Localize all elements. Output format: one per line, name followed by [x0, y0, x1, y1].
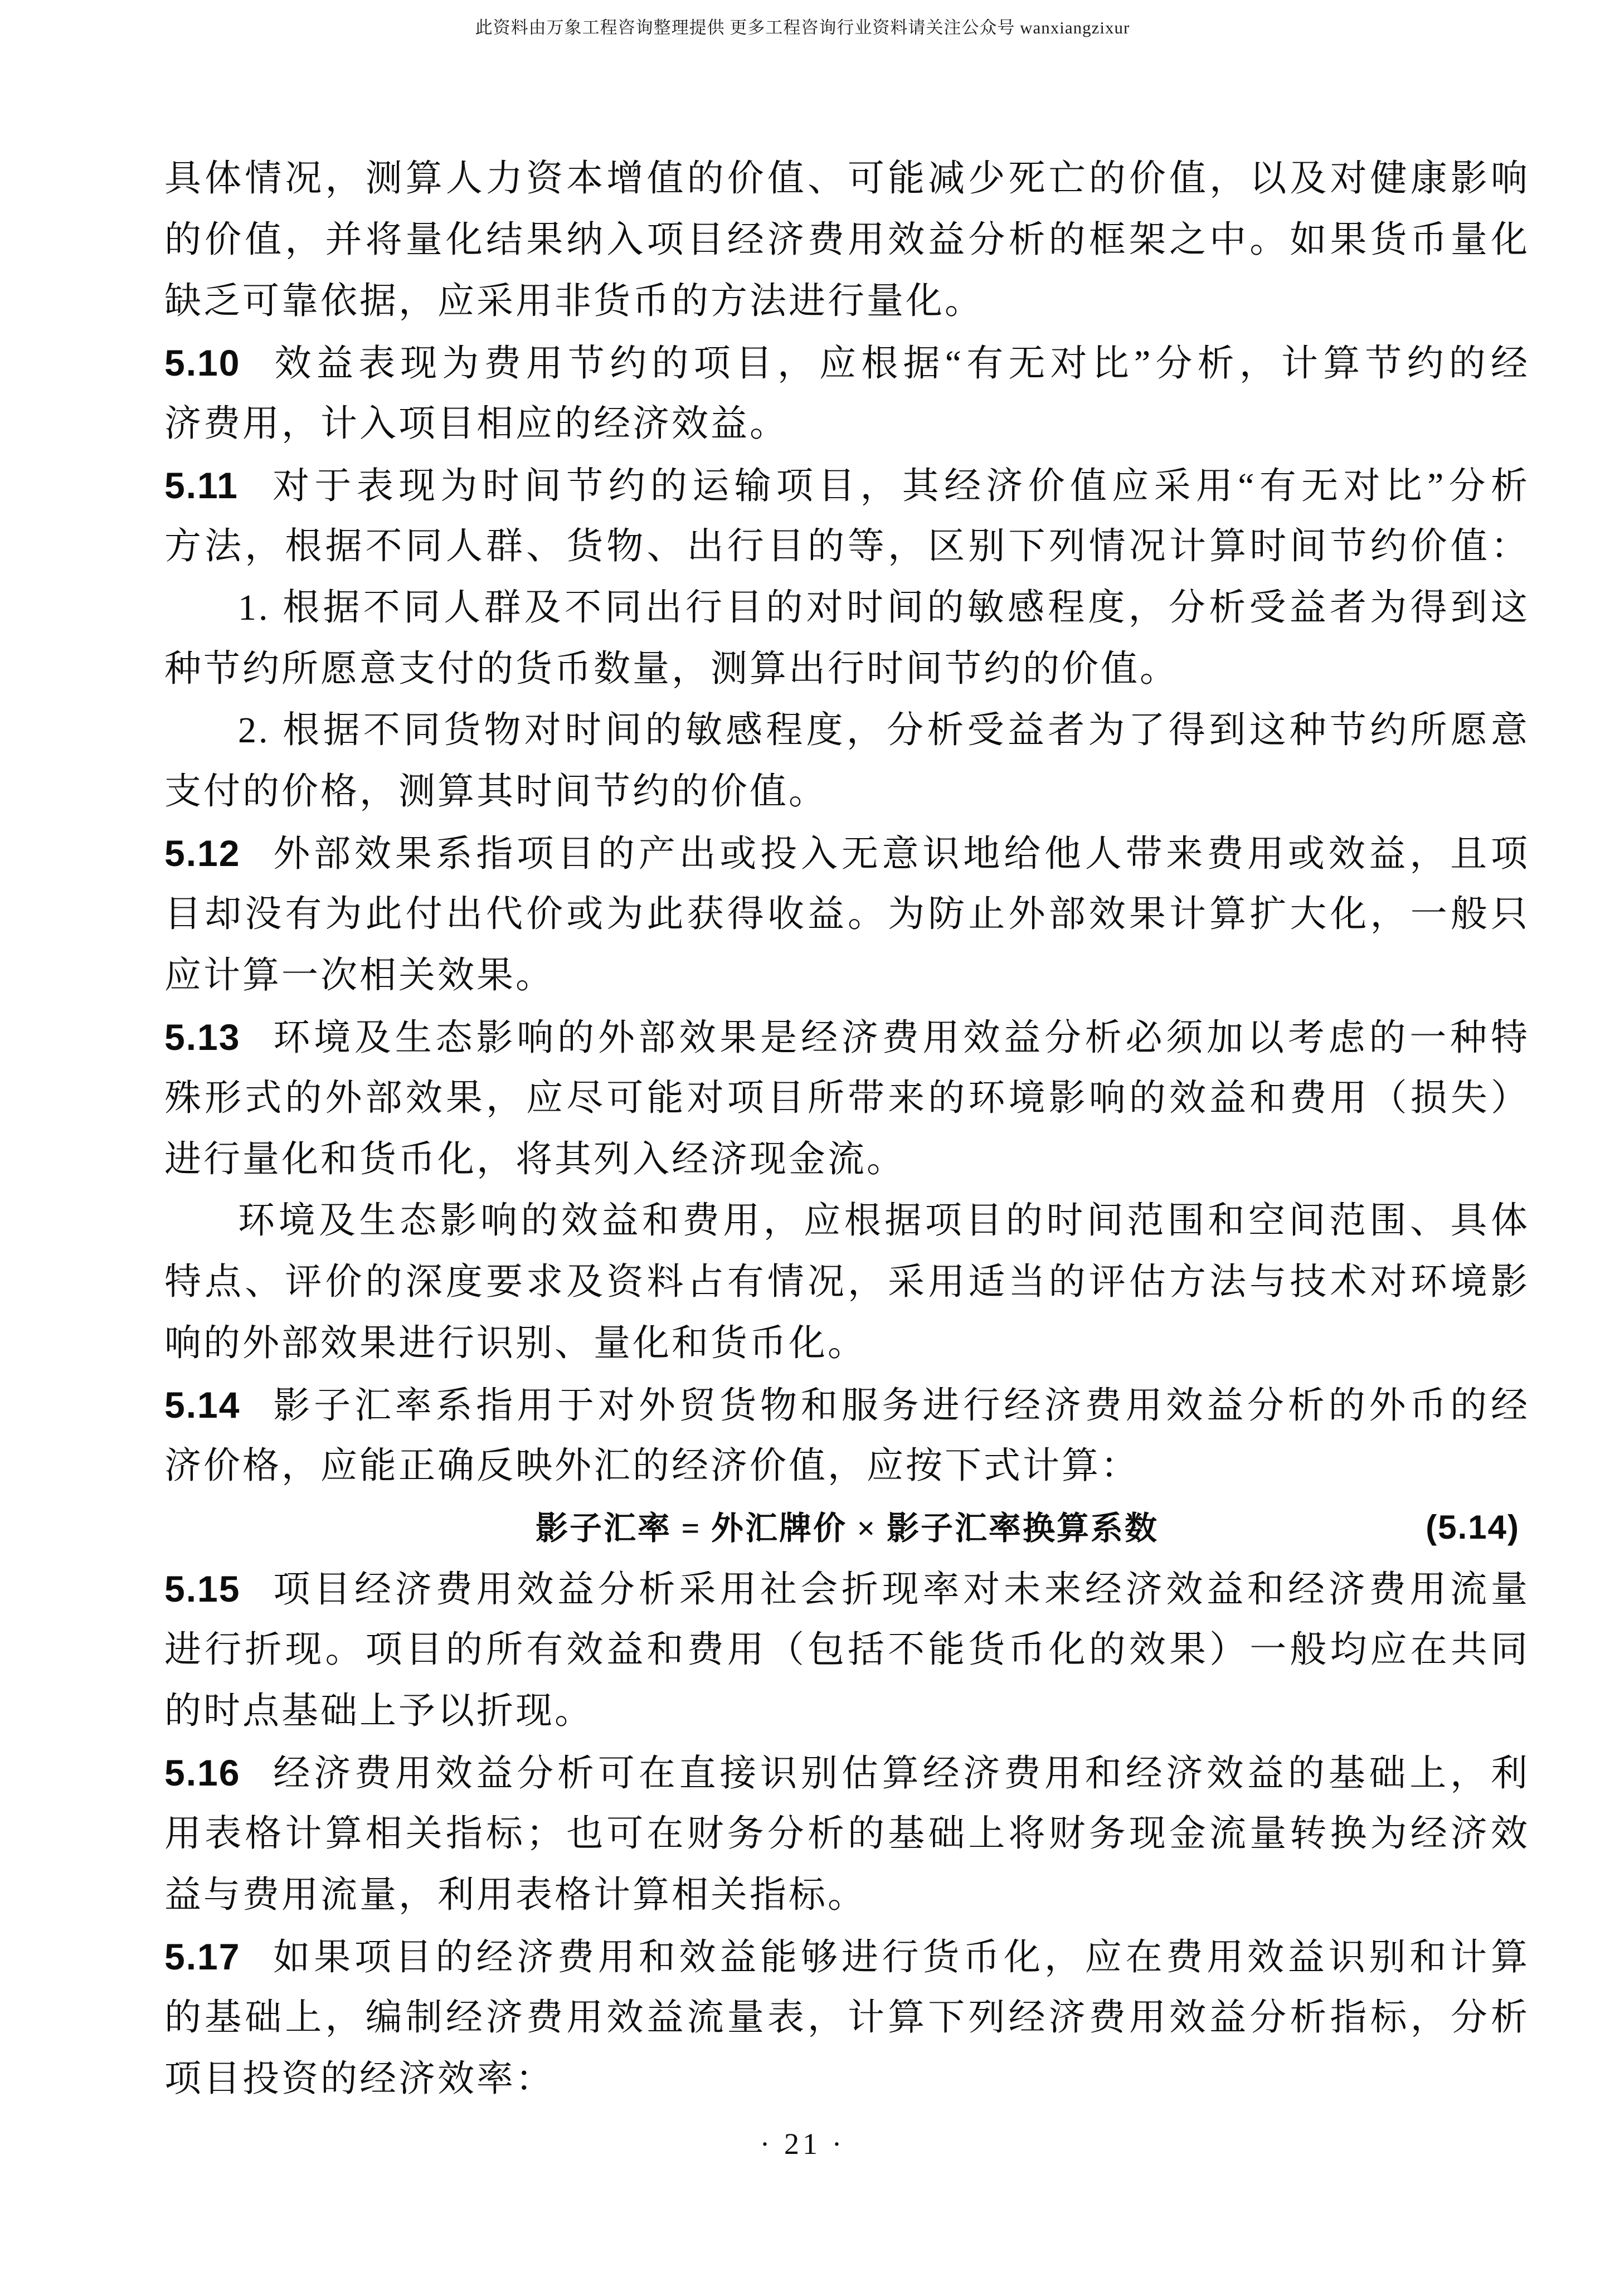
text-line: 响的外部效果进行识别、量化和货币化。: [164, 1323, 867, 1364]
clause-line: 5.17 如果项目的经济费用和效益能够进行货币化，应在费用效益识别和计算: [164, 1936, 1530, 1978]
document-body: [164, 148, 1530, 2110]
page-number: · 21 ·: [760, 2127, 845, 2161]
clause-line: 5.11 对于表现为时间节约的运输项目，其经济价值应采用“有无对比”分析: [164, 465, 1530, 507]
header-watermark: 此资料由万象工程咨询整理提供 更多工程咨询行业资料请关注公众号 wanxiangzixur: [475, 18, 1130, 37]
text-line: 进行折现。项目的所有效益和费用（包括不能货币化的效果）一般均应在共同: [164, 1629, 1530, 1670]
text-line: 的时点基础上予以折现。: [164, 1691, 594, 1731]
clause-line: 5.16 经济费用效益分析可在直接识别估算经济费用和经济效益的基础上，利: [164, 1752, 1530, 1794]
text-line: 应计算一次相关效果。: [164, 955, 555, 996]
text-line: 1. 根据不同人群及不同出行目的对时间的敏感程度，分析受益者为得到这: [238, 587, 1530, 628]
clause-number: 5.17: [164, 1936, 241, 1977]
clause-line: 5.12 外部效果系指项目的产出或投入无意识地给他人带来费用或效益，且项: [164, 833, 1530, 874]
text-line: 种节约所愿意支付的货币数量，测算出行时间节约的价值。: [164, 649, 1179, 689]
clause-number: 5.16: [164, 1752, 241, 1793]
text-line: 济费用，计入项目相应的经济效益。: [164, 403, 789, 444]
clause-number: 5.14: [164, 1384, 241, 1426]
formula-line: [164, 1497, 1530, 1558]
equation-number: (5.14): [1426, 1509, 1520, 1546]
text-line: 进行量化和货币化，将其列入经济现金流。: [164, 1139, 906, 1180]
text-line: 缺乏可靠依据，应采用非货币的方法进行量化。: [164, 281, 984, 322]
clause-number: 5.11: [164, 465, 239, 506]
text-line: 的基础上，编制经济费用效益流量表，计算下列经济费用效益分析指标，分析: [164, 1997, 1530, 2038]
text-line: 2. 根据不同货物对时间的敏感程度，分析受益者为了得到这种节约所愿意: [238, 710, 1530, 751]
text-line: 济价格，应能正确反映外汇的经济价值，应按下式计算：: [164, 1446, 1140, 1486]
text-line: 具体情况，测算人力资本增值的价值、可能减少死亡的价值，以及对健康影响: [164, 158, 1530, 199]
text-line: 方法，根据不同人群、货物、出行目的等，区别下列情况计算时间节约价值：: [164, 526, 1530, 567]
text-line: 支付的价格，测算其时间节约的价值。: [164, 771, 828, 812]
clause-number: 5.10: [164, 342, 241, 383]
clause-line: 5.15 项目经济费用效益分析采用社会折现率对未来经济效益和经济费用流量: [164, 1568, 1530, 1610]
text-line: 的价值，并将量化结果纳入项目经济费用效益分析的框架之中。如果货币量化: [164, 220, 1530, 260]
text-line: 目却没有为此付出代价或为此获得收益。为防止外部效果计算扩大化，一般只: [164, 894, 1530, 935]
text-line: 项目投资的经济效率：: [164, 2059, 555, 2099]
clause-number: 5.15: [164, 1568, 241, 1609]
clause-line: 5.14 影子汇率系指用于对外贸货物和服务进行经济费用效益分析的外币的经: [164, 1384, 1530, 1426]
text-line: 特点、评价的深度要求及资料占有情况，采用适当的评估方法与技术对环境影: [164, 1262, 1530, 1302]
text-line: 环境及生态影响的效益和费用，应根据项目的时间范围和空间范围、具体: [238, 1200, 1530, 1241]
text-line: 用表格计算相关指标；也可在财务分析的基础上将财务现金流量转换为经济效: [164, 1813, 1530, 1854]
clause-number: 5.12: [164, 833, 241, 874]
clause-number: 5.13: [164, 1016, 241, 1058]
formula-text: 影子汇率 = 外汇牌价 × 影子汇率换算系数: [535, 1510, 1159, 1546]
clause-line: 5.10 效益表现为费用节约的项目，应根据“有无对比”分析，计算节约的经: [164, 342, 1530, 384]
clause-line: 5.13 环境及生态影响的外部效果是经济费用效益分析必须加以考虑的一种特: [164, 1016, 1530, 1058]
text-line: 益与费用流量，利用表格计算相关指标。: [164, 1875, 867, 1915]
text-line: 殊形式的外部效果，应尽可能对项目所带来的环境影响的效益和费用（损失）: [164, 1078, 1530, 1118]
